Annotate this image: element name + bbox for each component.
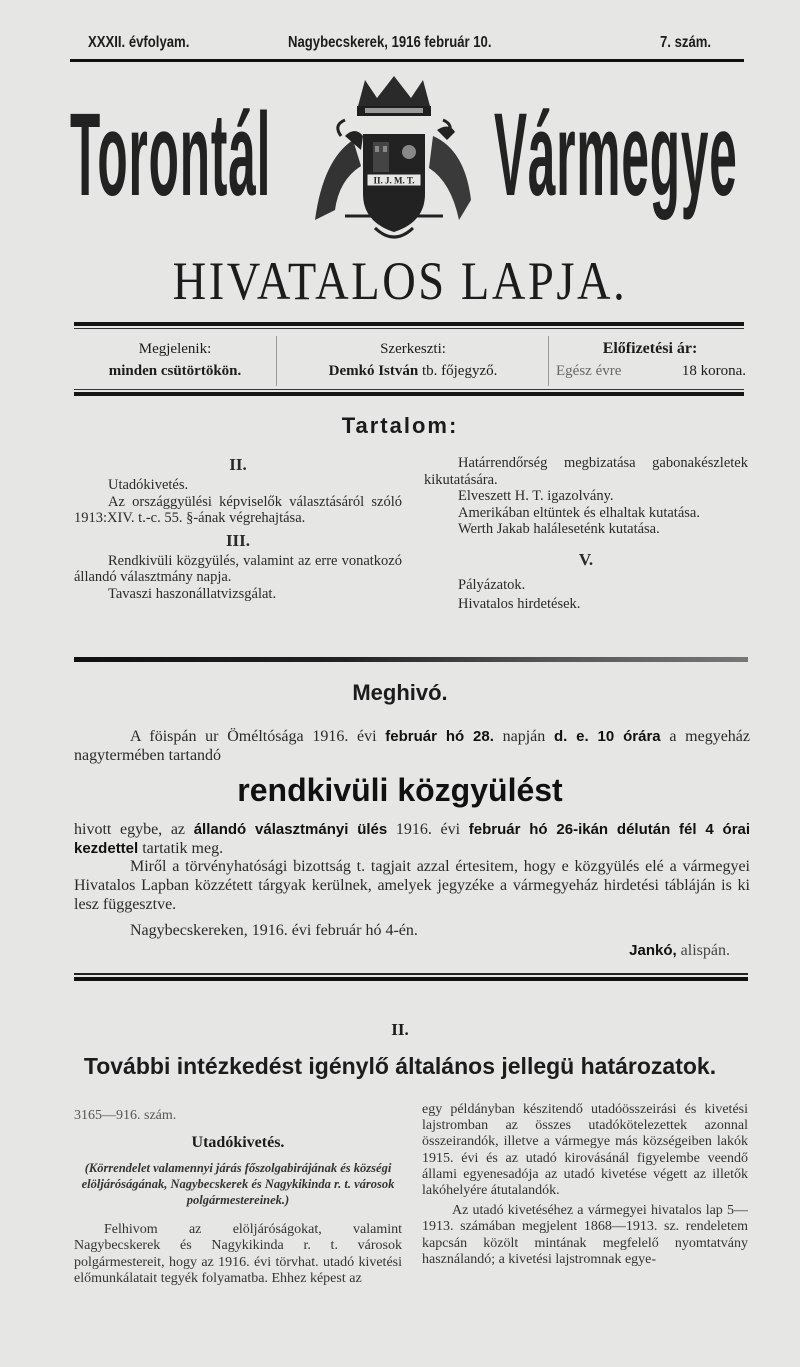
contents-item[interactable]: Pályázatok. [458, 576, 526, 593]
top-rule [70, 59, 744, 62]
article-heading: Utadókivetés. [191, 1134, 285, 1152]
appears-value: minden csütörtökön. [108, 363, 242, 379]
editor-label: Szerkeszti: [380, 341, 446, 357]
info-price [552, 338, 748, 384]
contents-item[interactable]: Werth Jakab haláleseténk kutatása. [458, 521, 660, 537]
article-note: (Körrendelet valamennyi járás főszolgabirájának és községi elöljáróságának, Nagybecskerek és Nagykikinda r. t. városok polgármestereinek.) [81, 1161, 395, 1208]
text: tartatik meg. [142, 840, 224, 857]
place-date: Nagybecskerek, 1916 február 10. [288, 34, 492, 51]
info-editor [280, 338, 546, 384]
contents-item[interactable]: Rendkivüli közgyülés, valamint az erre vonatkozó állandó választmány napja. [74, 552, 402, 585]
info-rule-top [74, 322, 744, 326]
separator-rule [74, 973, 748, 975]
signature-name: Jankó, [629, 942, 677, 959]
masthead-title-right: Vármegye [494, 89, 738, 221]
invitation-paragraph-3: Miről a törvényhatósági bizottság t. tagjait azzal értesitem, hogy e közgyülés elé a vármegyei Hivatalos Lapban közzétett tárgyak kerülnek, amelyek jegyzéke a vármegyeház hirdetési tábláján is ki lesz függesztve. [74, 858, 750, 913]
contents-section: III. [225, 530, 251, 550]
contents-section: V. [578, 549, 594, 569]
contents-right-column [424, 455, 748, 614]
contents-item[interactable]: Amerikában eltüntek és elhaltak kutatása. [458, 504, 700, 521]
issue-number: 7. szám. [660, 34, 712, 51]
text: napján [502, 728, 546, 745]
invitation-paragraph-2 [74, 820, 750, 858]
price-label: Előfizetési ár: [602, 340, 698, 357]
separator-rule [74, 657, 748, 662]
masthead-subtitle: HIVATALOS LAPJA. [172, 251, 628, 311]
article-paragraph: Az utadó kivetéséhez a vármegyei hivatalos lap 5—1913. számában megjelent 1868—1913. sz. rendeletem kapcsán közölt mintának megfelelő nyomtatvány használandó; a kivetési lajstromnak egye- [422, 1203, 748, 1267]
separator-rule [74, 977, 748, 981]
editor-name: Demkó István [328, 363, 419, 379]
info-rule-bottom [74, 392, 744, 396]
coat-of-arms-icon [305, 70, 483, 248]
info-divider [276, 336, 277, 386]
date-bold: február hó 26-ikán délután fél 4 órai kezdettel [74, 821, 751, 857]
contents-item[interactable]: Elveszett H. T. igazolvány. [458, 488, 614, 504]
editor-title: tb. főjegyző. [421, 363, 498, 379]
invitation-paragraph-1 [74, 727, 750, 765]
section-right-column [422, 1102, 748, 1268]
contents-left-column [74, 453, 402, 602]
section-number: II. [391, 1020, 409, 1039]
reference-number: 3165—916. szám. [74, 1108, 177, 1123]
meeting-bold: állandó választmányi ülés [193, 821, 388, 838]
text: 1916. évi [395, 821, 461, 838]
text: A föispán ur Öméltósága 1916. évi [130, 728, 377, 745]
contents-item[interactable]: Utadókivetés. [108, 477, 189, 493]
article-paragraph: Felhivom az elöljáróságokat, valamint Nagybecskerek és Nagykikinda r. t. városok polgármestereit, hogy az 1916. évi törvhat. utadó kivetési előmunkálatait tegyék folyamatba. Ehhez képest az [74, 1222, 402, 1286]
contents-item[interactable]: Határrendőrség megbizatása gabonakészletek kikutatására. [424, 455, 748, 488]
invitation-place-date: Nagybecskereken, 1916. évi február hó 4-én. [130, 922, 418, 939]
text: a megyeház nagytermében tartandó [74, 728, 750, 764]
contents-item[interactable]: Az országgyülési képviselők választásáról szóló 1913:XIV. t.-c. 55. §-ának végrehajtása. [74, 493, 402, 526]
time-bold: d. e. 10 órára [553, 728, 661, 745]
text: hivott egybe, az [74, 821, 186, 838]
signature-title: alispán. [680, 942, 730, 959]
article-paragraph: egy példányban készitendő utadóösszeirási és kivetési lajstromban az összes utadókötelezettek azonnal összeirandók, illetve a vármegye más községeiben lakók 1915. évi és az utadó kirovásánál figyelembe veendő állami egyenesadója az utadó kivetése végett az illetők lakóhelyére átutalandók. [422, 1102, 748, 1199]
info-rule-top-thin [74, 328, 744, 329]
signature [629, 942, 730, 960]
issue-header [88, 34, 740, 56]
info-divider [548, 336, 549, 386]
masthead-title-left: Torontál [70, 89, 272, 221]
price-value: 18 korona. [681, 363, 746, 379]
info-appears [80, 338, 270, 384]
volume-label: XXXII. évfolyam. [88, 34, 190, 51]
section-left-column [74, 1108, 402, 1287]
section-title: További intézkedést igénylő általános jellegü határozatok. [83, 1053, 717, 1079]
date-bold: február hó 28. [385, 728, 494, 745]
contents-title: Tartalom: [341, 413, 459, 438]
contents-section: II. [229, 455, 247, 474]
contents-item[interactable]: Hivatalos hirdetések. [458, 595, 581, 612]
appears-label: Megjelenik: [138, 341, 212, 357]
contents-item[interactable]: Tavaszi haszonállatvizsgálat. [108, 585, 277, 602]
info-rule-bottom-thin [74, 389, 744, 390]
price-period: Egész évre [556, 363, 622, 379]
crest-label: II. J. M. T. [373, 175, 415, 186]
invitation-headline: rendkivüli közgyülést [237, 772, 563, 808]
invitation-title: Meghivó. [352, 680, 448, 705]
